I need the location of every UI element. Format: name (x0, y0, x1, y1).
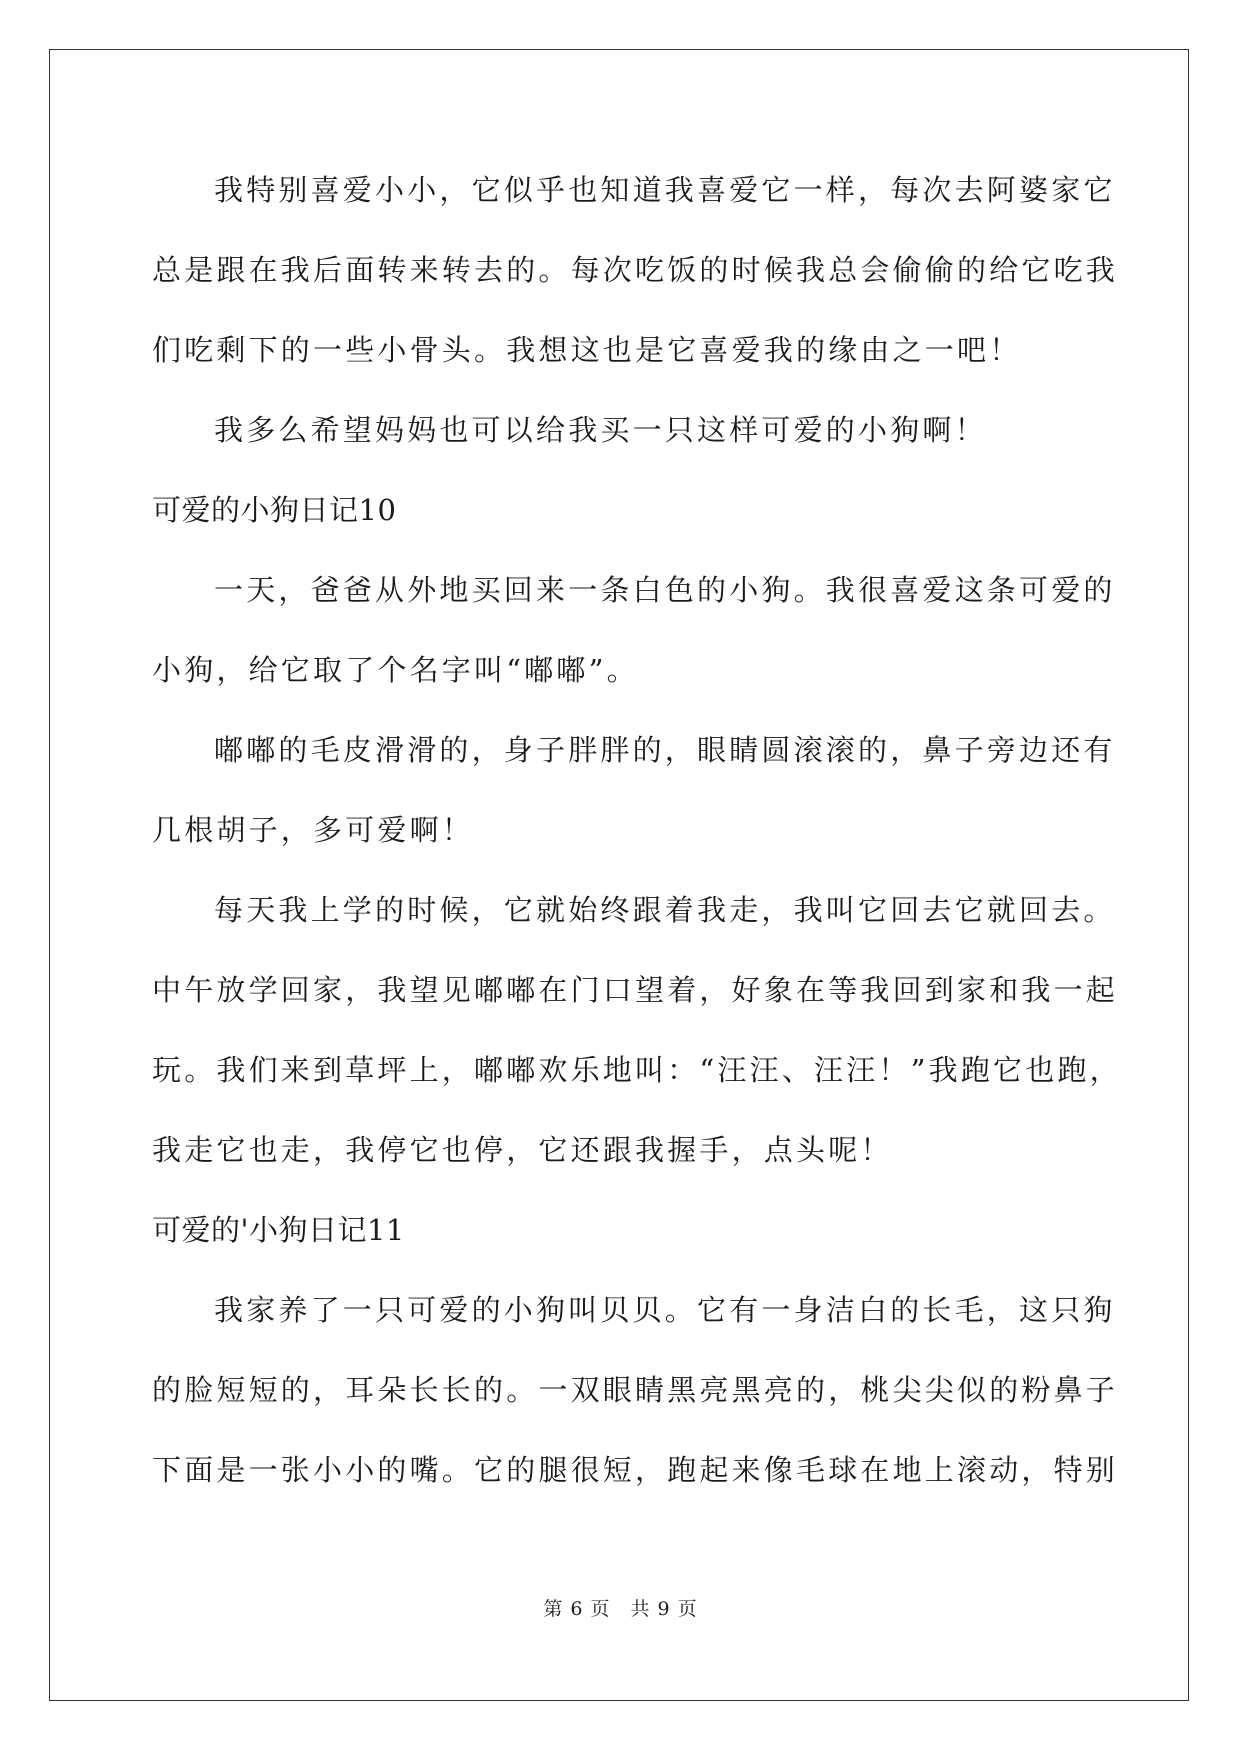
paragraph-line: 我多么希望妈妈也可以给我买一只这样可爱的小狗啊！ (214, 413, 987, 447)
section-heading: 可爱的'小狗日记11 (152, 1213, 405, 1247)
paragraph-line: 我走它也走，我停它也停，它还跟我握手，点头呢！ (152, 1133, 893, 1167)
paragraph-line: 总是跟在我后面转来转去的。每次吃饭的时候我总会偷偷的给它吃我 (152, 253, 1119, 287)
paragraph-line: 小狗，给它取了个名字叫“嘟嘟”。 (152, 653, 639, 687)
paragraph-line: 中午放学回家，我望见嘟嘟在门口望着，好象在等我回到家和我一起 (152, 973, 1119, 1007)
paragraph-line: 玩。我们来到草坪上，嘟嘟欢乐地叫：“汪汪、汪汪！”我跑它也跑， (152, 1053, 1122, 1087)
paragraph-line: 的脸短短的，耳朵长长的。一双眼睛黑亮黑亮的，桃尖尖似的粉鼻子 (152, 1373, 1119, 1407)
paragraph-line: 几根胡子，多可爱啊！ (152, 813, 475, 847)
paragraph-line: 一天，爸爸从外地买回来一条白色的小狗。我很喜爱这条可爱的 (214, 573, 1116, 607)
paragraph-line: 下面是一张小小的嘴。它的腿很短，跑起来像毛球在地上滚动，特别 (152, 1453, 1119, 1487)
paragraph-line: 我特别喜爱小小，它似乎也知道我喜爱它一样，每次去阿婆家它 (214, 173, 1116, 207)
paragraph-line: 嘟嘟的毛皮滑滑的，身子胖胖的，眼睛圆滚滚的，鼻子旁边还有 (214, 733, 1116, 767)
paragraph-line: 我家养了一只可爱的小狗叫贝贝。它有一身洁白的长毛，这只狗 (214, 1293, 1116, 1327)
section-heading: 可爱的小狗日记10 (152, 493, 397, 527)
paragraph-line: 每天我上学的时候，它就始终跟着我走，我叫它回去它就回去。 (214, 893, 1116, 927)
page-number-footer: 第 6 页 共 9 页 (543, 1598, 698, 1620)
paragraph-line: 们吃剩下的一些小骨头。我想这也是它喜爱我的缘由之一吧！ (152, 333, 1022, 367)
